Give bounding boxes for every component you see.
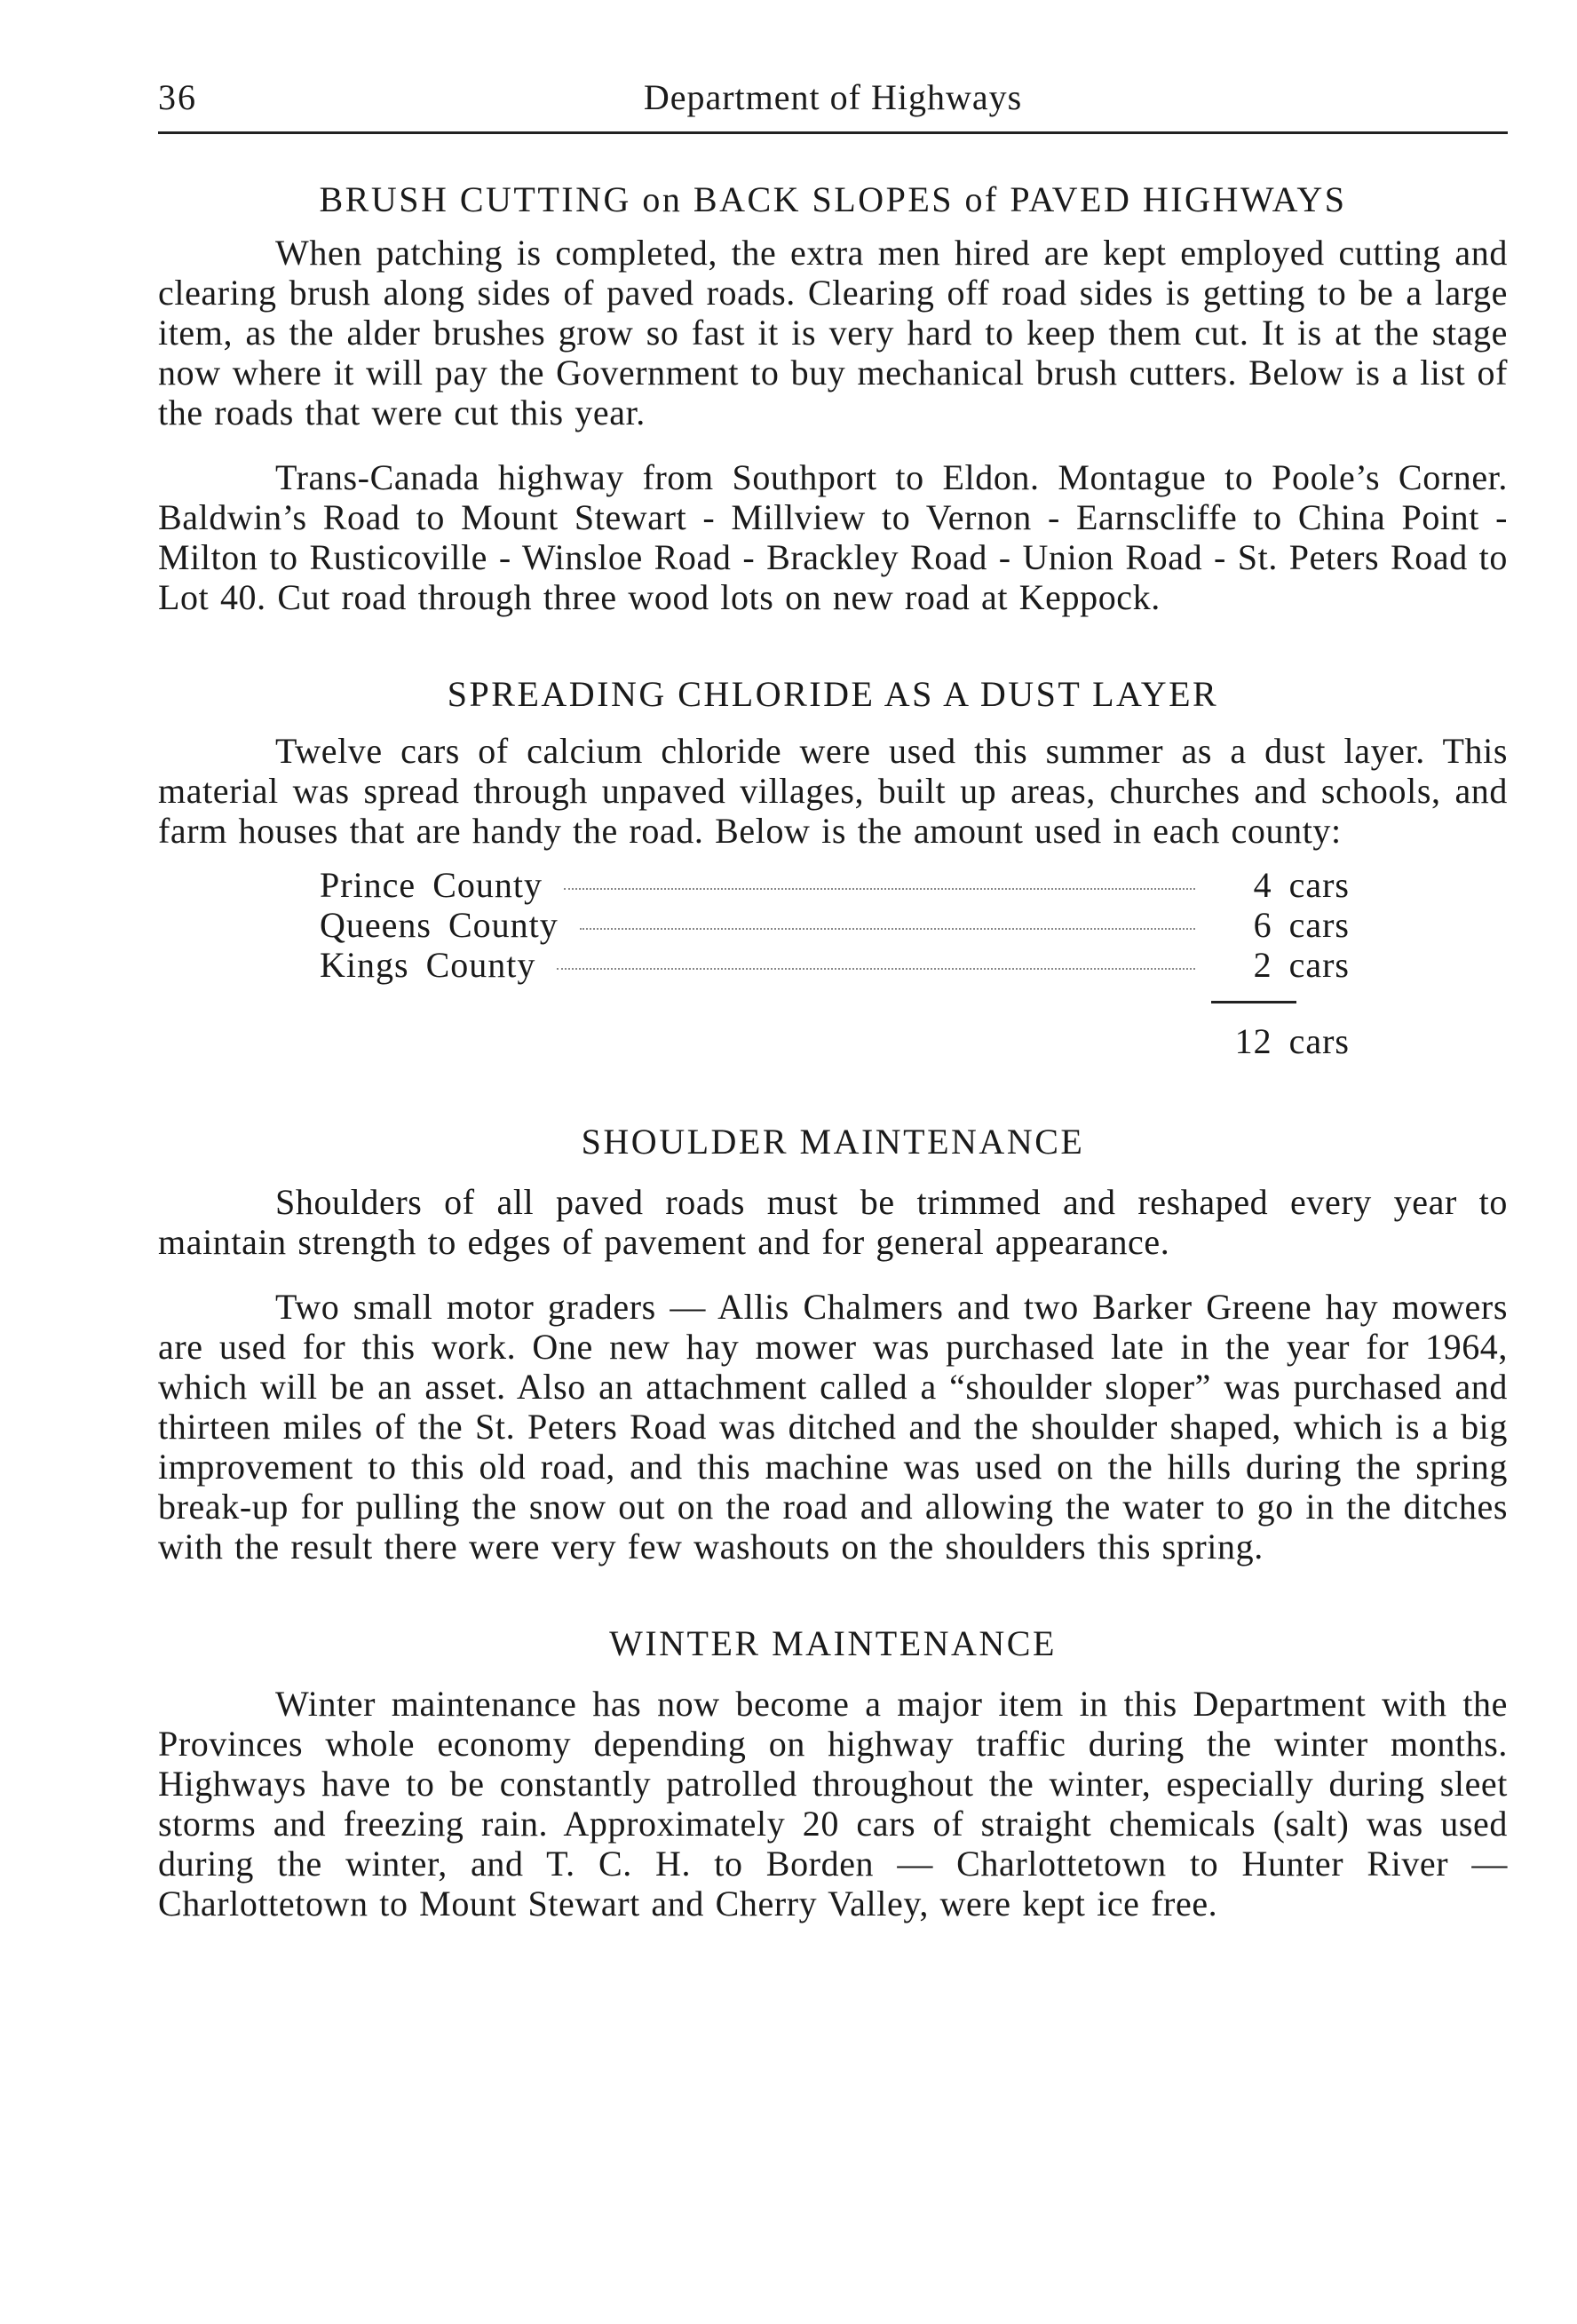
county-amount: 6 cars (1253, 905, 1350, 945)
paragraph-brush-cutting-intro: When patching is completed, the extra men hired are kept employed cutting and clearing brush along sides of paved roads. Clearing off road sides is getting to be a large item, as the alder brushes grow so fast it is very hard to keep them cut. It is at the stage now where it will pay the Government to buy mechanical brush cutters. Below is a list of the roads that were cut this year. (158, 233, 1508, 432)
table-row (320, 905, 1350, 945)
header-rule (158, 131, 1508, 134)
table-row (320, 945, 1350, 985)
county-name: Queens County (320, 905, 559, 945)
dot-leader (564, 888, 1195, 890)
running-title: Department of Highways (643, 77, 1023, 117)
section-heading-winter-maintenance: WINTER MAINTENANCE (609, 1623, 1057, 1663)
county-name: Kings County (320, 945, 536, 985)
page-body (158, 171, 1508, 1923)
dot-leader (557, 968, 1195, 970)
paragraph-winter-maintenance: Winter maintenance has now become a major item in this Department with the Provinces whole economy depending on highway traffic during the winter months. Highways have to be constantly patrolled throughout the winter, especially during sleet storms and freezing rain. Approximately 20 cars of straight chemicals (salt) was used during the winter, and T. C. H. to Borden — Charlottetown to Hunter River — Charlottetown to Mount Stewart and Cherry Valley, were kept ice free. (158, 1684, 1508, 1923)
table-row (320, 865, 1350, 905)
county-amount: 2 cars (1253, 945, 1350, 985)
paragraph-shoulder-intro: Shoulders of all paved roads must be trimmed and reshaped every year to maintain strength to edges of pavement and for general appearance. (158, 1182, 1508, 1262)
dot-leader (580, 928, 1195, 930)
paragraph-chloride-intro: Twelve cars of calcium chloride were used this summer as a dust layer. This material was spread through unpaved villages, built up areas, churches and schools, and farm houses that are handy the road. Below is the amount used in each county: (158, 731, 1508, 851)
section-heading-brush-cutting: BRUSH CUTTING on BACK SLOPES of PAVED HIGHWAYS (319, 179, 1347, 219)
county-amount: 4 cars (1253, 865, 1350, 905)
page-number: 36 (158, 77, 197, 117)
total-rule (1211, 1001, 1296, 1003)
running-header (158, 76, 1508, 128)
total-amount: 12 cars (1234, 1021, 1350, 1061)
county-name: Prince County (320, 865, 543, 905)
section-heading-shoulder-maintenance: SHOULDER MAINTENANCE (581, 1122, 1085, 1162)
paragraph-shoulder-equipment: Two small motor graders — Allis Chalmers and two Barker Greene hay mowers are used for this work. One new hay mower was purchased late in the year for 1964, which will be an asset. Also an attachment called a “shoulder sloper” was purchased and thirteen miles of the St. Peters Road was ditched and the shoulder shaped, which is a big improvement to this old road, and this machine was used on the hills during the spring break-up for pulling the snow out on the road and allowing the water to go in the ditches with the result there were very few washouts on the shoulders this spring. (158, 1287, 1508, 1567)
chloride-usage-table (320, 865, 1350, 1061)
section-heading-spreading-chloride: SPREADING CHLORIDE AS A DUST LAYER (447, 674, 1219, 714)
paragraph-roads-cut-list: Trans-Canada highway from Southport to Eldon. Montague to Poole’s Corner. Baldwin’s Road to Mount Stewart - Millview to Vernon - Earnscliffe to China Point - Milton to Rusticoville - Winsloe Road - Brackley Road - Union Road - St. Peters Road to Lot 40. Cut road through three wood lots on new road at Keppock. (158, 457, 1508, 617)
